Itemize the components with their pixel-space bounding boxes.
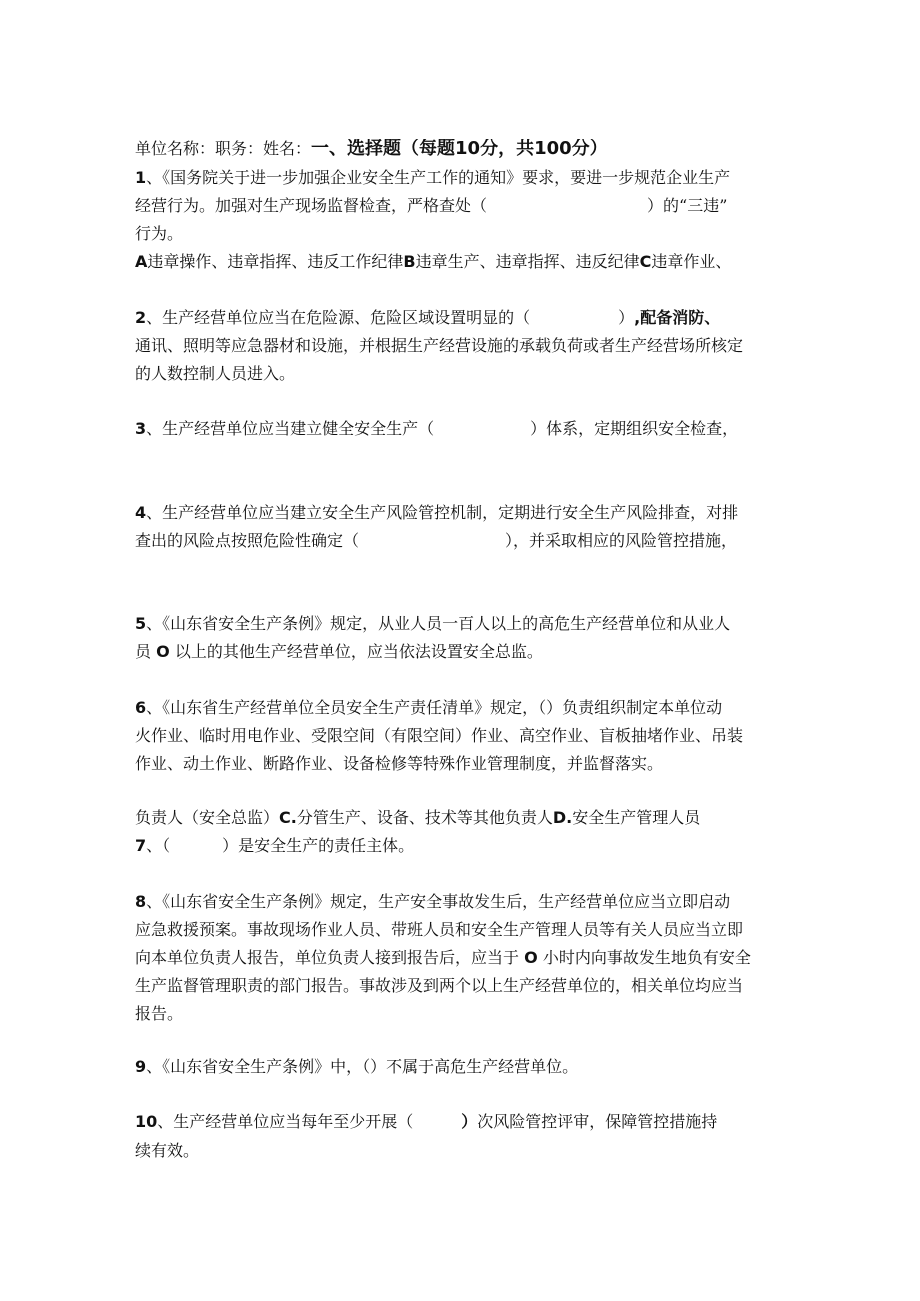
q7-number: 7 [135,836,147,855]
q1-line-3 [135,224,785,244]
q1-line-2 [135,196,785,216]
q6-option-c-key: C. [279,808,297,827]
q2-line-3 [135,364,785,384]
q4-text-2a: 查出的风险点按照危险性确定（ [135,531,360,550]
q10-line-2 [135,1141,785,1161]
section-title: 一、选择题（每题10分，共100分） [311,139,608,159]
q8-number: 8 [135,892,147,911]
q4-line-2 [135,531,785,551]
q8-line-1 [135,892,785,912]
q1-option-a-key: A [135,252,148,271]
q9-number: 9 [135,1057,147,1076]
q6-option-d[interactable]: 安全生产管理人员 [572,808,701,827]
q1-option-c-key: C [639,252,652,271]
q4-number: 4 [135,503,147,522]
q5-line-1 [135,614,785,634]
q9-text-1: 、《山东省安全生产条例》中，（）不属于高危生产经营单位。 [146,1057,579,1076]
q8-text-4: 生产监督管理职责的部门报告。事故涉及到两个以上生产经营单位的，相关单位均应当 [135,976,744,995]
q6-number: 6 [135,698,147,717]
q10-line-1 [135,1112,785,1132]
q8-text-3a: 向本单位负责人报告，单位负责人接到报告后，应当于 [135,948,520,967]
q1-line-1 [135,168,785,188]
q5-text-2a: 员 [135,642,152,661]
q1-text-2b: ）的“三违” [647,196,728,215]
q2-line-2 [135,336,785,356]
q1-option-c[interactable]: 违章作业、 [651,252,732,271]
q10-number: 10 [135,1112,158,1131]
q1-text-2a: 经营行为。加强对生产现场监督检查，严格查处（ [135,196,488,215]
q8-line-5 [135,1004,785,1024]
q3-number: 3 [135,419,147,438]
q10-text-1b: ） [461,1112,478,1131]
q1-option-b[interactable]: 违章生产、违章指挥、违反纪律 [415,252,640,271]
q4-text-2b: ），并采取相应的风险管控措施， [505,531,738,550]
q6-option-b-cont[interactable]: 负责人（安全总监） [135,808,280,827]
q2-text-3: 的人数控制人员进入。 [135,364,296,383]
q8-line-3 [135,948,785,968]
q8-answer-blank[interactable]: O [524,948,538,967]
q6-option-c[interactable]: 分管生产、设备、技术等其他负责人 [296,808,553,827]
q7-text-1a: 、（ [146,836,171,855]
q6-line-1 [135,698,785,718]
q4-line-1 [135,503,785,523]
q8-text-2: 应急救援预案。事故现场作业人员、带班人员和安全生产管理人员等有关人员应当立即 [135,920,744,939]
q2-text-1b: ） [618,308,635,327]
q5-text-2c: 以上的其他生产经营单位，应当依法设置安全总监。 [174,642,543,661]
q2-text-1c: ,配备消防、 [634,308,721,327]
q2-number: 2 [135,308,147,327]
q8-text-5: 报告。 [135,1004,184,1023]
q6-text-3: 作业、动土作业、断路作业、设备检修等特殊作业管理制度，并监督落实。 [135,754,664,773]
q3-line-1 [135,419,785,439]
q5-number: 5 [135,614,147,633]
q8-line-4 [135,976,785,996]
q1-option-a[interactable]: 违章操作、违章指挥、违反工作纪律 [147,252,404,271]
q5-answer-blank[interactable]: O [156,642,170,661]
q6-text-1: 、《山东省生产经营单位全员安全生产责任清单》规定，（）负责组织制定本单位动 [146,698,723,717]
q7-line-1 [135,836,785,856]
q8-text-1: 、《山东省安全生产条例》规定，生产安全事故发生后，生产经营单位应当立即启动 [146,892,731,911]
q8-line-2 [135,920,785,940]
q1-text-1: 、《国务院关于进一步加强企业安全生产工作的通知》要求，要进一步规范企业生产 [146,168,731,187]
q9-line-1 [135,1057,785,1077]
q4-text-1: 、生产经营单位应当建立安全生产风险管控机制，定期进行安全生产风险排查，对排 [146,503,739,522]
q1-text-3: 行为。 [135,224,184,243]
q5-text-1: 、《山东省安全生产条例》规定，从业人员一百人以上的高危生产经营单位和从业人 [146,614,731,633]
q2-line-1 [135,308,785,328]
q6-option-d-key: D. [552,808,573,827]
q5-line-2 [135,642,785,662]
q6-text-2: 火作业、临时用电作业、受限空间（有限空间）作业、高空作业、盲板抽堵作业、吊装 [135,726,744,745]
q1-option-b-key: B [403,252,416,271]
q6-line-2 [135,726,785,746]
q3-text-1a: 、生产经营单位应当建立健全安全生产（ [146,419,435,438]
q6-line-3 [135,754,785,774]
q10-text-1c: 次风险管控评审，保障管控措施持 [477,1112,718,1131]
q10-text-1a: 、生产经营单位应当每年至少开展（ [157,1112,414,1131]
q3-text-1b: ）体系，定期组织安全检查， [530,419,739,438]
q1-number: 1 [135,168,147,187]
q1-options-1 [135,252,785,272]
q10-text-2: 续有效。 [135,1141,200,1160]
header-line [135,139,785,159]
q6-options-2 [135,808,785,828]
q7-text-1b: ）是安全生产的责任主体。 [222,836,415,855]
q8-text-3c: 小时内向事故发生地负有安全 [542,948,751,967]
q2-text-2: 通讯、照明等应急器材和设施，并根据生产经营设施的承载负荷或者生产经营场所核定 [135,336,744,355]
q2-text-1a: 、生产经营单位应当在危险源、危险区域设置明显的（ [146,308,531,327]
form-fields: 单位名称：职务：姓名： [135,139,312,158]
